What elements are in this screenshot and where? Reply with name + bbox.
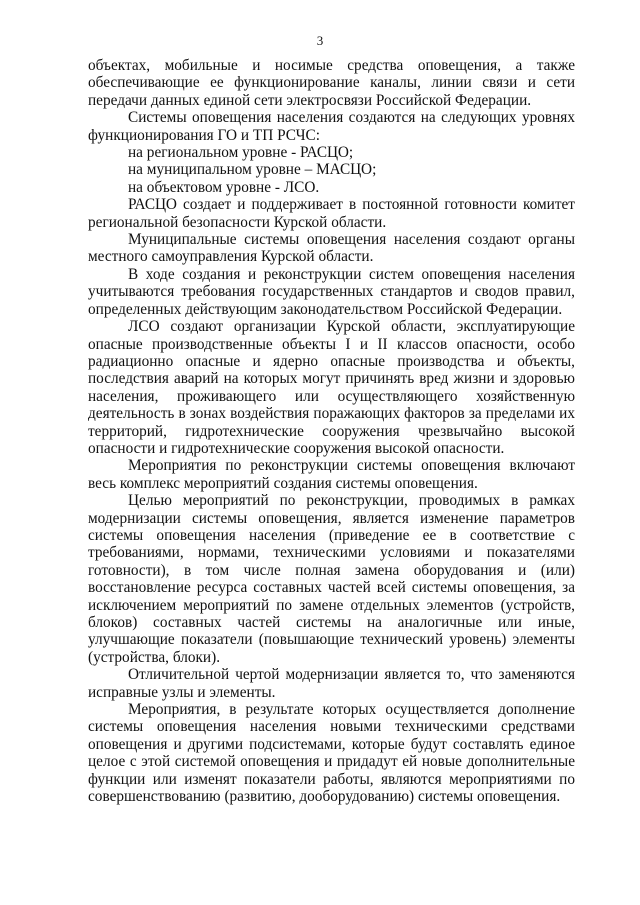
paragraph-rasco: РАСЦО создает и поддерживает в постоянной готовности комитет региональной безопасности Курской области. — [88, 196, 575, 231]
paragraph-reconstruction: Мероприятия по реконструкции системы оповещения включают весь комплекс мероприятий создания системы оповещения. — [88, 457, 575, 492]
paragraph-municipal-systems: Муниципальные системы оповещения населения создают органы местного самоуправления Курской области. — [88, 231, 575, 266]
paragraph-lso: ЛСО создают организации Курской области, эксплуатирующие опасные производственные объекты I и II классов опасности, особо радиационно опасные и ядерно опасные производства и объекты, последствия аварий на которых могут причинять вред жизни и здоровью населения, проживающего или осуществляющего хозяйственную деятельность в зонах воздействия поражающих факторов за пределами их территорий, гидротехнические сооружения чрезвычайно высокой опасности и гидротехнические сооружения высокой опасности. — [88, 318, 575, 457]
paragraph-modernization-goal: Целью мероприятий по реконструкции, проводимых в рамках модернизации системы оповещения, является изменение параметров системы оповещения населения (приведение ее в соответствие с требованиями, нормами, техническими условиями и показателями готовности), в том числе полная замена оборудования и (или) восстановление ресурса составных частей всей системы оповещения, за исключением мероприятий по замене отдельных элементов (устройств, блоков) составных частей системы на аналогичные или иные, улучшающие показатели (повышающие технический уровень) элементы (устройства, блоки). — [88, 492, 575, 666]
list-item-object-level: на объектовом уровне - ЛСО. — [128, 178, 320, 196]
paragraph-standards: В ходе создания и реконструкции систем оповещения населения учитываются требования государственных стандартов и сводов правил, определенных действующим законодательством Российской Федерации. — [88, 265, 575, 318]
body-text — [88, 57, 575, 805]
list-item-municipal-level: на муниципальном уровне – МАСЦО; — [128, 161, 377, 179]
paragraph-levels-intro: Системы оповещения населения создаются на следующих уровнях функционирования ГО и ТП РСЧС: — [88, 109, 575, 144]
paragraph-continuation: объектах, мобильные и носимые средства оповещения, а также обеспечивающие ее функционирование каналы, линии связи и сети передачи данных единой сети электросвязи Российской Федерации. — [88, 57, 575, 109]
list-item-regional-level: на региональном уровне - РАСЦО; — [128, 144, 354, 162]
paragraph-modernization-feature: Отличительной чертой модернизации является то, что заменяются исправные узлы и элементы. — [88, 666, 575, 701]
paragraph-improvement: Мероприятия, в результате которых осуществляется дополнение системы оповещения населения новыми техническими средствами оповещения и другими подсистемами, которые будут составлять единое целое с этой системой оповещения и придадут ей новые дополнительные функции или изменят показатели работы, являются мероприятиями по совершенствованию (развитию, дооборудованию) системы оповещения. — [88, 701, 575, 806]
page-number: 3 — [316, 33, 324, 48]
